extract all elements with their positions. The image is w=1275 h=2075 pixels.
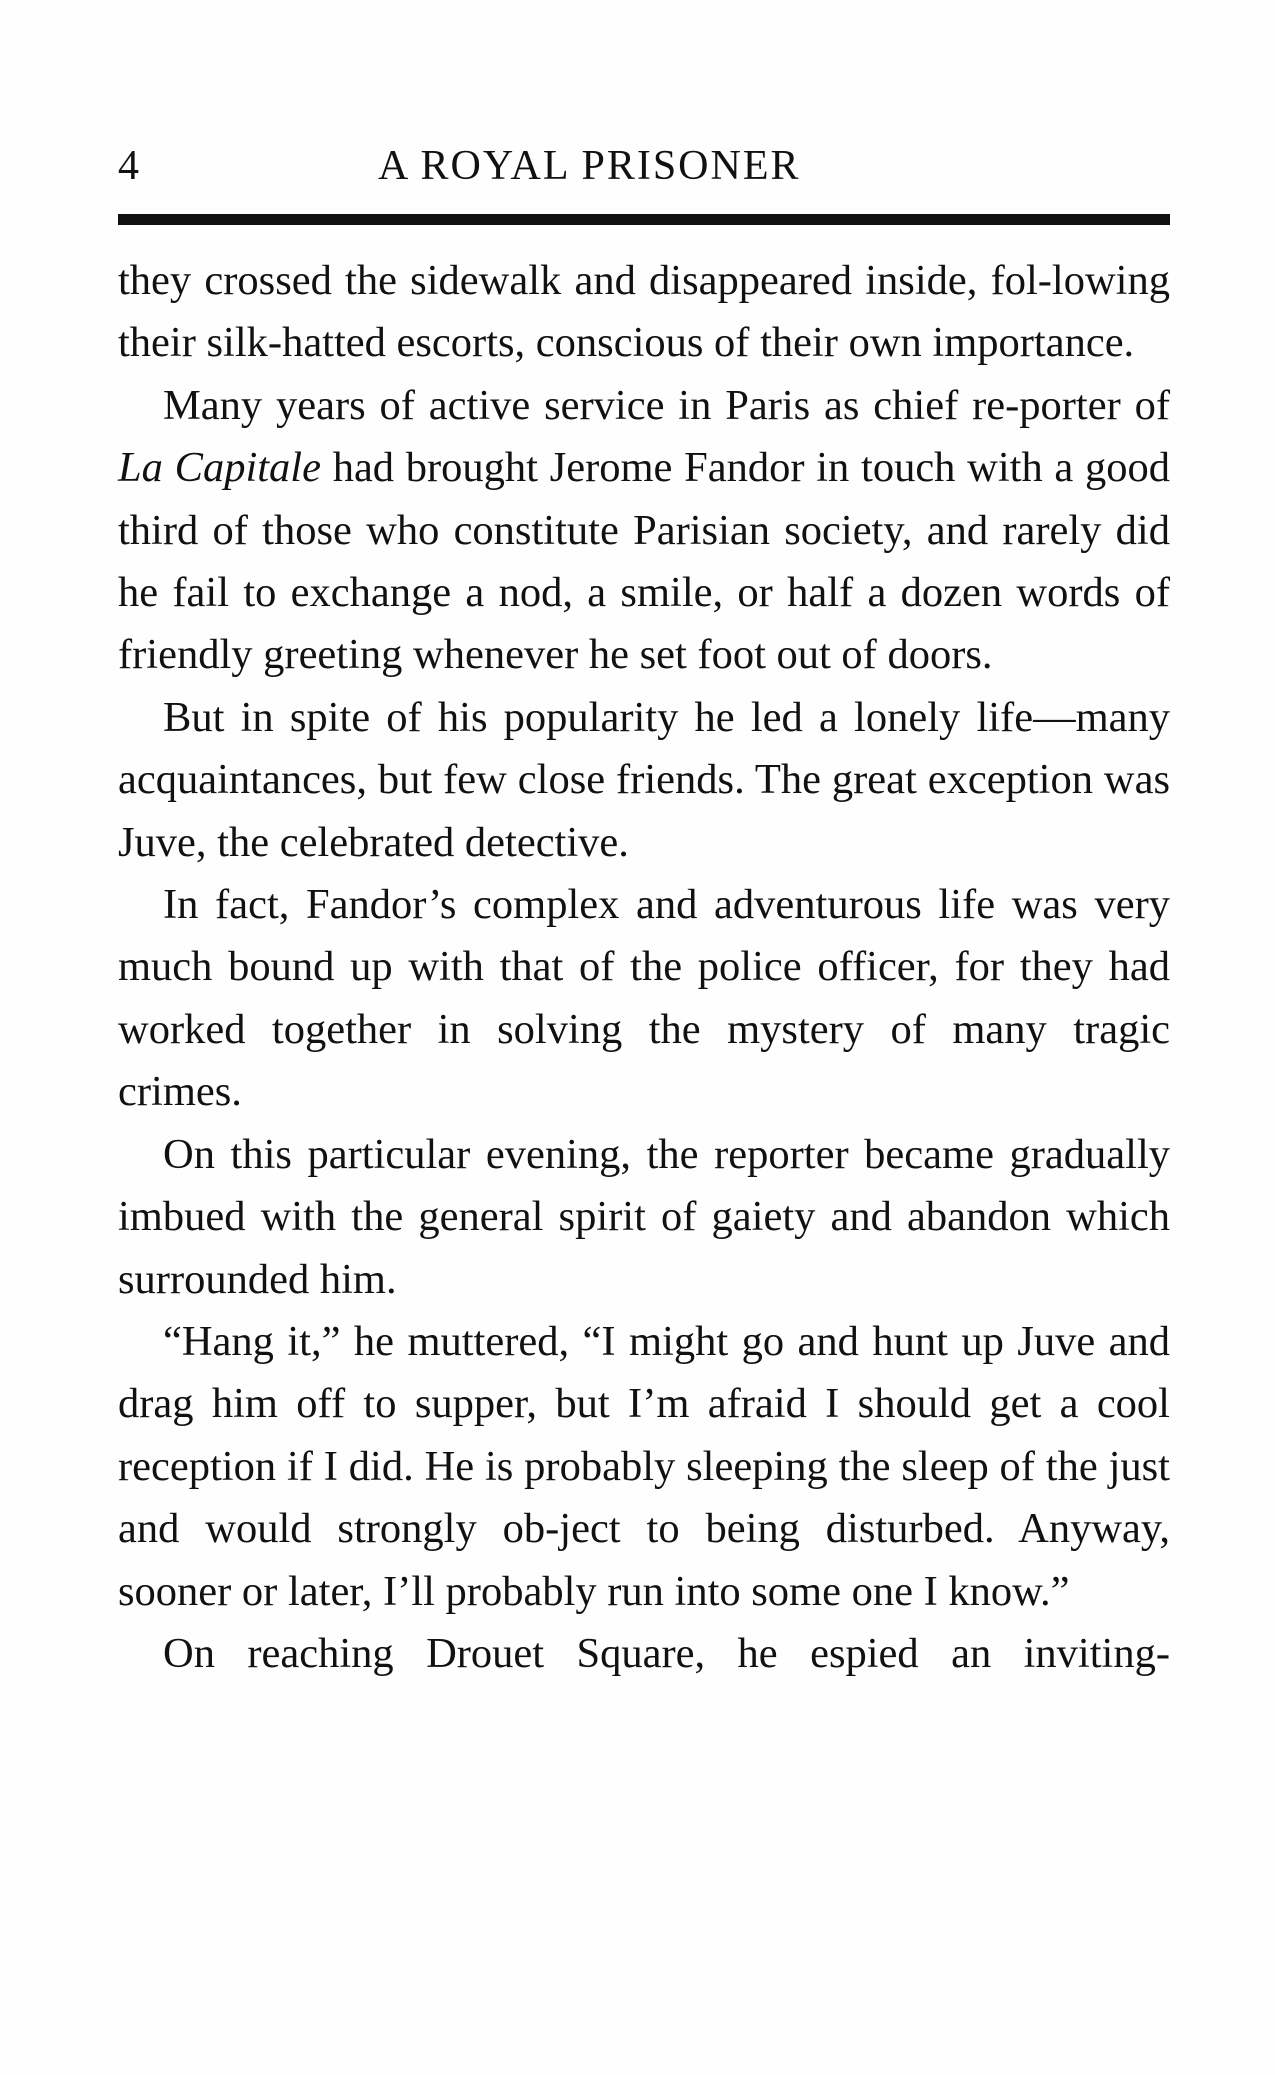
running-title: A ROYAL PRISONER [378,143,801,189]
paragraph: “Hang it,” he muttered, “I might go and hunt up Juve and drag him off to supper, but I’m afraid I should get a cool reception if I did. He is probably sleeping the sleep of the just and would strongly ob-ject to being disturbed. Anyway, sooner or later, I’ll probably run into some one I know.” [118,1317,1170,1615]
page-number: 4 [118,143,139,189]
paragraph: But in spite of his popularity he led a lonely life—many acquaintances, but few close friends. The great exception was Juve, the celebrated detective. [118,693,1170,866]
paragraph: they crossed the sidewalk and disappeared inside, fol-lowing their silk-hatted escorts, conscious of their own importance. [118,257,1170,367]
header-rule [118,214,1170,225]
paragraph: On reaching Drouet Square, he espied an inviting- [163,1629,1170,1677]
newspaper-title: La Capitale [118,444,321,492]
paragraph: On this particular evening, the reporter became gradually imbued with the general spirit of gaiety and abandon which surrounded him. [118,1130,1170,1303]
paragraph [118,375,1170,687]
page-header [118,136,1170,196]
paragraph-text: had brought Jerome Fandor in touch with a good third of those who constitute Parisian society, and rarely did he fail to exchange a nod, a smile, or half a dozen words of friendly greeting whenever he set foot out of doors. [118,444,1170,679]
body-text [118,250,1170,1685]
paragraph-text: Many years of active service in Paris as chief re-porter of [163,381,1170,429]
paragraph: In fact, Fandor’s complex and adventurous life was very much bound up with that of the police officer, for they had worked together in solving the mystery of many tragic crimes. [118,881,1170,1116]
